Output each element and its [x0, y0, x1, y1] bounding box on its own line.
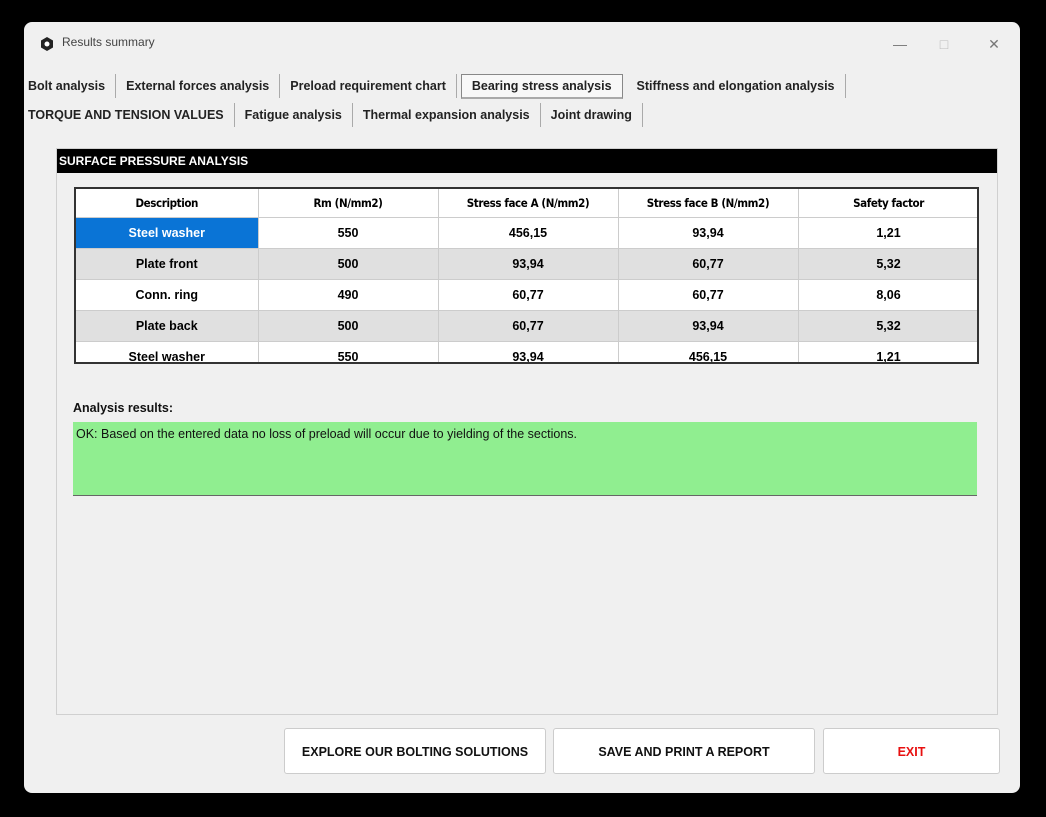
- cell-description[interactable]: Conn. ring: [76, 280, 258, 311]
- column-header-description[interactable]: Description: [76, 189, 258, 218]
- analysis-results-box: OK: Based on the entered data no loss of preload will occur due to yielding of the sections.: [73, 422, 977, 496]
- cell-stress-face-b[interactable]: 60,77: [618, 249, 798, 280]
- column-header-rm[interactable]: Rm (N/mm2): [258, 189, 438, 218]
- cell-rm[interactable]: 550: [258, 218, 438, 249]
- tab-torque-tension-values[interactable]: TORQUE AND TENSION VALUES: [24, 103, 235, 127]
- tab-stiffness-elongation-analysis[interactable]: Stiffness and elongation analysis: [627, 74, 846, 98]
- tab-bearing-stress-analysis[interactable]: Bearing stress analysis: [461, 74, 623, 99]
- section-title: SURFACE PRESSURE ANALYSIS: [57, 149, 997, 173]
- column-header-stress-face-a[interactable]: Stress face A (N/mm2): [438, 189, 618, 218]
- tab-joint-drawing[interactable]: Joint drawing: [541, 103, 643, 127]
- cell-stress-face-b[interactable]: 93,94: [618, 218, 798, 249]
- exit-button[interactable]: EXIT: [823, 728, 1000, 774]
- app-hex-icon: [40, 37, 54, 51]
- table-row[interactable]: [76, 280, 979, 311]
- cell-safety-factor[interactable]: 5,32: [798, 311, 979, 342]
- cell-safety-factor[interactable]: 8,06: [798, 280, 979, 311]
- cell-description[interactable]: Plate front: [76, 249, 258, 280]
- title-bar: [24, 22, 1020, 66]
- cell-stress-face-a[interactable]: 456,15: [438, 218, 618, 249]
- table-row[interactable]: [76, 218, 979, 249]
- save-print-report-button[interactable]: SAVE AND PRINT A REPORT: [553, 728, 815, 774]
- bearing-stress-panel: [56, 148, 998, 715]
- cell-stress-face-a[interactable]: 60,77: [438, 311, 618, 342]
- window-title: Results summary: [62, 35, 155, 49]
- cell-safety-factor[interactable]: 1,21: [798, 218, 979, 249]
- cell-stress-face-a[interactable]: 60,77: [438, 280, 618, 311]
- table-header-row: [76, 189, 979, 218]
- tab-row-1: [24, 73, 846, 99]
- cell-safety-factor[interactable]: 5,32: [798, 249, 979, 280]
- tab-bolt-analysis[interactable]: Bolt analysis: [24, 74, 116, 98]
- cell-stress-face-b[interactable]: 456,15: [618, 342, 798, 365]
- cell-stress-face-b[interactable]: 60,77: [618, 280, 798, 311]
- tab-preload-requirement-chart[interactable]: Preload requirement chart: [280, 74, 457, 98]
- cell-rm[interactable]: 500: [258, 249, 438, 280]
- analysis-results-label: Analysis results:: [73, 401, 174, 415]
- table-row[interactable]: [76, 249, 979, 280]
- tab-fatigue-analysis[interactable]: Fatigue analysis: [235, 103, 353, 127]
- cell-stress-face-a[interactable]: 93,94: [438, 342, 618, 365]
- cell-rm[interactable]: 490: [258, 280, 438, 311]
- cell-description[interactable]: Steel washer: [76, 218, 258, 249]
- explore-bolting-solutions-button[interactable]: EXPLORE OUR BOLTING SOLUTIONS: [284, 728, 546, 774]
- close-button[interactable]: ✕: [988, 36, 1000, 52]
- tab-external-forces-analysis[interactable]: External forces analysis: [116, 74, 280, 98]
- cell-rm[interactable]: 550: [258, 342, 438, 365]
- surface-pressure-table[interactable]: [74, 187, 979, 364]
- table-row[interactable]: [76, 342, 979, 365]
- column-header-safety-factor[interactable]: Safety factor: [798, 189, 979, 218]
- cell-stress-face-b[interactable]: 93,94: [618, 311, 798, 342]
- cell-rm[interactable]: 500: [258, 311, 438, 342]
- cell-description[interactable]: Plate back: [76, 311, 258, 342]
- cell-stress-face-a[interactable]: 93,94: [438, 249, 618, 280]
- maximize-button[interactable]: □: [939, 36, 949, 52]
- cell-description[interactable]: Steel washer: [76, 342, 258, 365]
- results-summary-window: [24, 22, 1020, 793]
- table-row[interactable]: [76, 311, 979, 342]
- column-header-stress-face-b[interactable]: Stress face B (N/mm2): [618, 189, 798, 218]
- tab-row-2: [24, 102, 643, 128]
- minimize-button[interactable]: —: [893, 36, 907, 52]
- tab-thermal-expansion-analysis[interactable]: Thermal expansion analysis: [353, 103, 541, 127]
- cell-safety-factor[interactable]: 1,21: [798, 342, 979, 365]
